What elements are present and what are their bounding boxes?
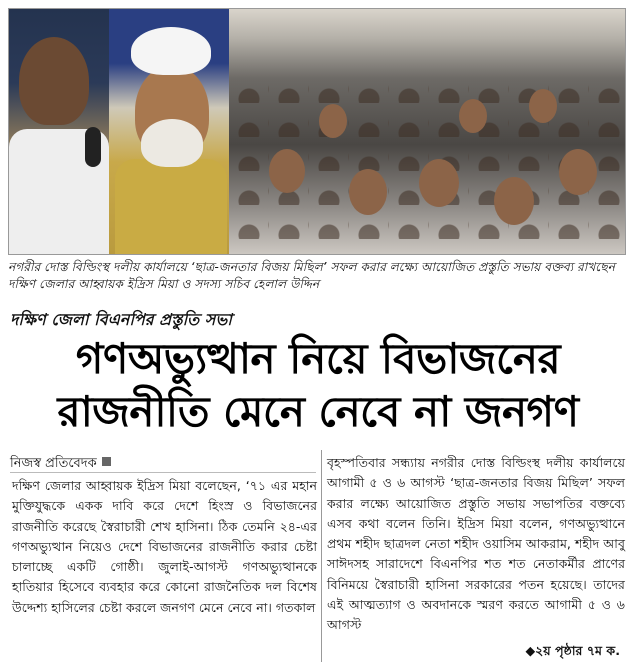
article-body-right: বৃহস্পতিবার সন্ধ্যায় নগরীর দোস্ত বিল্ডিংস্থ দলীয় কার্যালয়ে আগামী ৫ ও ৬ আগস্ট ‘ছাত্র-জনতার বিজয় মিছিল’ সফল করার লক্ষ্যে আয়োজিত প্রস্তুতি সভায় সভাপতির বক্তব্যে এসব কথা বলেন তিনি। ইদ্রিস মিয়া বলেন, গণঅভ্যুত্থানে প্রথম শহীদ ছাত্রদল নেতা শহীদ ওয়াসিম আকরাম, শহীদ আবু সাঈদসহ সারাদেশে বিএনপির শত শত নেতাকর্মীর প্রাণের বিনিময়ে স্বৈরাচারী হাসিনা সরকারের পতন হয়েছে। তাদের এই আত্মত্যাগ ও অবদানকে স্মরণ করতে আগামী ৫ ও ৬ আগস্ট xyxy=(327,455,625,633)
article-body-left: দক্ষিণ জেলার আহ্বায়ক ইদ্রিস মিয়া বলেছেন, ‘৭১ এর মহান মুক্তিযুদ্ধকে একক দাবি করে দেশে হিংস্র ও বিভাজনের রাজনীতি করেছে স্বৈরাচারী শেখ হাসিনা। ঠিক তেমনি ২৪-এর গণঅভ্যুত্থান নিয়েও দেশে বিভাজনের রাজনীতি করার চেষ্টা চালাচ্ছে একটি গোষ্ঠী। জুলাই-আগস্ট গণঅভ্যুত্থানকে হাতিয়ার হিসেবে ব্যবহার করে কোনো রাজনৈতিক দল বিশেষ উদ্দেশ্য হাসিলের চেষ্টা করলে জনগণ মেনে নেবে না। গতকাল xyxy=(12,478,317,615)
speaker-photo-left xyxy=(9,9,109,255)
speaker-photo-center xyxy=(109,9,229,255)
microphone-icon xyxy=(85,127,101,167)
photo-caption: নগরীর দোস্ত বিল্ডিংস্থ দলীয় কার্যালয়ে ‘ছাত্র-জনতার বিজয় মিছিল’ সফল করার লক্ষ্যে আয়োজিত প্রস্তুতি সভায় বক্তব্য রাখছেন দক্ষিণ জেলার আহ্বায়ক ইদ্রিস মিয়া ও সদস্য সচিব হেলাল উদ্দিন xyxy=(8,260,615,291)
article-headline xyxy=(8,332,628,438)
byline-text: নিজস্ব প্রতিবেদক xyxy=(10,456,97,471)
article-kicker: দক্ষিণ জেলা বিএনপির প্রস্তুতি সভা xyxy=(10,310,232,329)
byline-square-icon xyxy=(102,457,111,466)
audience-photo xyxy=(229,9,626,255)
headline-line-2: রাজনীতি মেনে নেবে না জনগণ xyxy=(57,387,579,436)
headline-line-1: গণঅভ্যুত্থান নিয়ে বিভাজনের xyxy=(75,334,561,383)
byline-rule xyxy=(10,472,316,473)
continued-jump: ◆২য় পৃষ্ঠার ৭ম ক. xyxy=(525,643,620,658)
news-photo xyxy=(8,8,626,255)
column-divider xyxy=(321,450,322,662)
